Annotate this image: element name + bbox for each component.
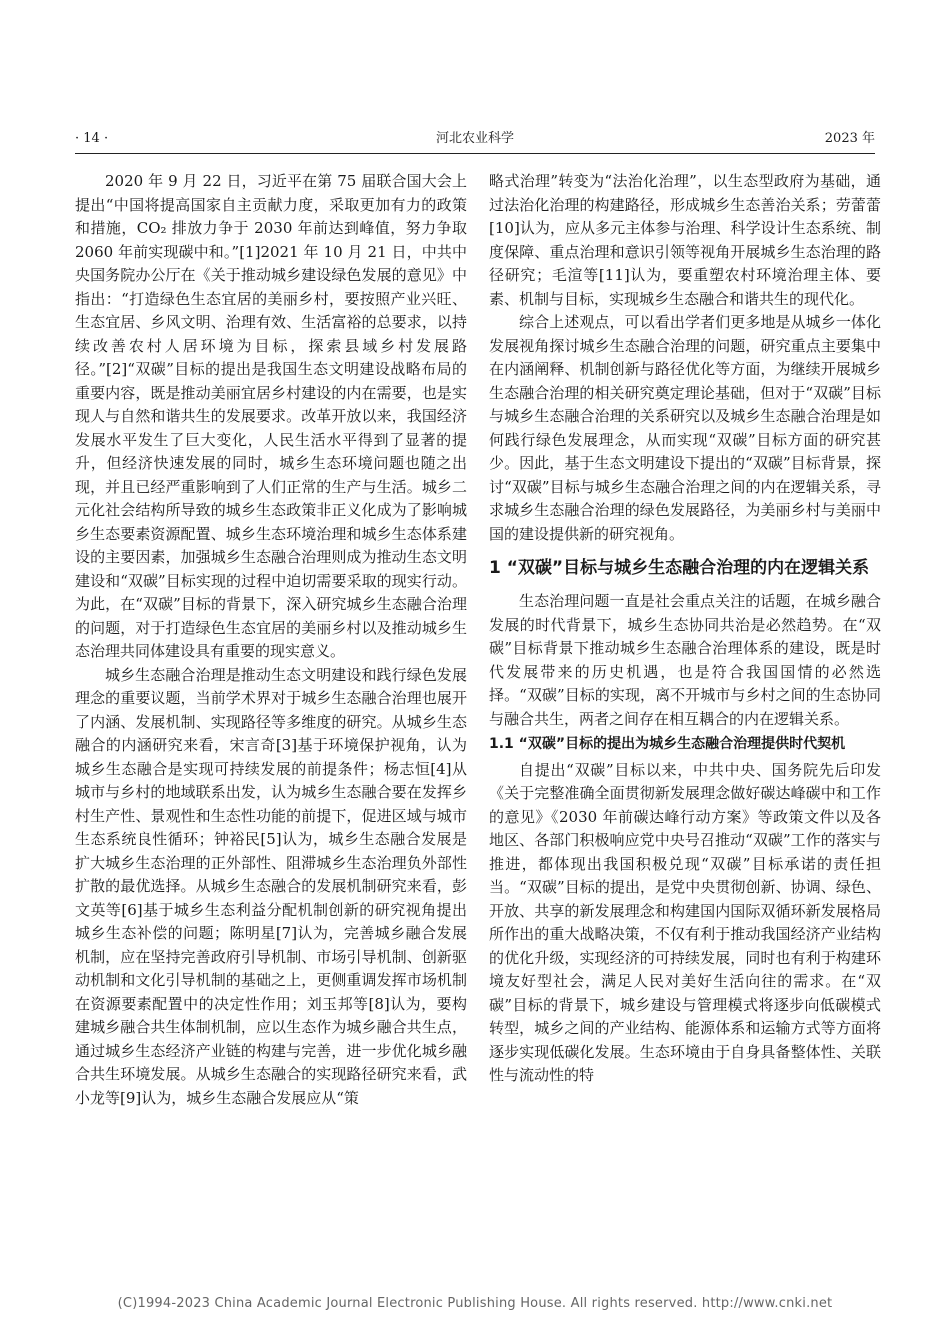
- subsection-1-1-heading: 1.1 “双碳”目标的提出为城乡生态融合治理提供时代契机: [489, 736, 846, 752]
- left-column: [75, 170, 467, 1110]
- intro-paragraph-2-continued: 略式治理”转变为“法治化治理”，以生态型政府为基础，通过法治化治理的构建路径，形成城乡生态善治关系；劳蕾蕾[10]认为，应从多元主体参与治理、科学设计生态系统、制度保障、重点治理和意识引领等视角开展城乡生态治理的路径研究；毛渲等[11]认为，要重塑农村环境治理主体、要素、机制与目标，实现城乡生态融合和谐共生的现代化。: [489, 172, 881, 308]
- section-1-heading: 1 “双碳”目标与城乡生态融合治理的内在逻辑关系: [489, 558, 870, 578]
- page-header: [75, 128, 875, 150]
- intro-paragraph-3: 综合上述观点，可以看出学者们更多地是从城乡一体化发展视角探讨城乡生态融合治理的问题，研究重点主要集中在内涵阐释、机制创新与路径优化等方面，为继续开展城乡生态融合治理的相关研究奠定理论基础，但对于“双碳”目标与城乡生态融合治理的关系研究以及城乡生态融合治理是如何践行绿色发展理念，从而实现“双碳”目标方面的研究甚少。因此，基于生态文明建设下提出的“双碳”目标背景，探讨“双碳”目标与城乡生态融合治理之间的内在逻辑关系，寻求城乡生态融合治理的绿色发展路径，为美丽乡村与美丽中国的建设提供新的研究视角。: [489, 313, 881, 543]
- header-rule: [75, 153, 875, 154]
- intro-paragraph-1: 2020 年 9 月 22 日，习近平在第 75 届联合国大会上提出“中国将提高国家自主贡献力度，采取更加有力的政策和措施，CO₂ 排放力争于 2030 年前达到峰值，努力争取 2060 年前实现碳中和。”[1]2021 年 10 月 21 日，中共中央国务院办公厅在《关于推动城乡建设绿色发展的意见》中指出：“打造绿色生态宜居的美丽乡村，要按照产业兴旺、生态宜居、乡风文明、治理有效、生活富裕的总要求，以持续改善农村人居环境为目标，探索县域乡村发展路径。”[2]“双碳”目标的提出是我国生态文明建设战略布局的重要内容，既是推动美丽宜居乡村建设的内在需要，也是实现人与自然和谐共生的发展要求。改革开放以来，我国经济发展水平发生了巨大变化，人民生活水平得到了显著的提升，但经济快速发展的同时，城乡生态环境问题也随之出现，并且已经严重影响到了人们正常的生产与生活。城乡二元化社会结构所导致的城乡生态政策非正义化成为了影响城乡生态要素资源配置、城乡生态环境治理和城乡生态体系建设的主要因素，加强城乡生态融合治理则成为推动生态文明建设和“双碳”目标实现的过程中迫切需要采取的现实行动。为此，在“双碳”目标的背景下，深入研究城乡生态融合治理的问题，对于打造绿色生态宜居的美丽乡村以及推动城乡生态治理共同体建设具有重要的现实意义。: [75, 172, 467, 660]
- right-column: [489, 170, 881, 1088]
- section-1-paragraph: 生态治理问题一直是社会重点关注的话题，在城乡融合发展的时代背景下，城乡生态协同共治是必然趋势。在“双碳”目标背景下推动城乡生态融合治理体系的建设，既是时代发展带来的历史机遇，也是符合我国国情的必然选择。“双碳”目标的实现，离不开城市与乡村之间的生态协同与融合共生，两者之间存在相互耦合的内在逻辑关系。: [489, 592, 881, 728]
- intro-paragraph-2: 城乡生态融合治理是推动生态文明建设和践行绿色发展理念的重要议题，当前学术界对于城乡生态融合治理也展开了内涵、发展机制、实现路径等多维度的研究。从城乡生态融合的内涵研究来看，宋言奇[3]基于环境保护视角，认为城乡生态融合是实现可持续发展的前提条件；杨志恒[4]从城市与乡村的地域联系出发，认为城乡生态融合要在发挥乡村生产性、景观性和生态性功能的前提下，促进区域与城市生态系统良性循环；钟裕民[5]认为，城乡生态融合发展是扩大城乡生态治理的正外部性、阻滞城乡生态治理负外部性扩散的最优选择。从城乡生态融合的发展机制研究来看，彭文英等[6]基于城乡生态利益分配机制创新的研究视角提出城乡生态补偿的问题；陈明星[7]认为，完善城乡融合发展机制，应在坚持完善政府引导机制、市场引导机制、创新驱动机制和文化引导机制的基础之上，更侧重调发挥市场机制在资源要素配置中的决定性作用；刘玉邦等[8]认为，要构建城乡融合共生体制机制，应以生态作为城乡融合共生点，通过城乡生态经济产业链的构建与完善，进一步优化城乡融合共生环境发展。从城乡生态融合的实现路径研究来看，武小龙等[9]认为，城乡生态融合发展应从“策: [75, 665, 467, 1107]
- page-number: · 14 ·: [75, 131, 109, 146]
- copyright-footer: (C)1994-2023 China Academic Journal Electronic Publishing House. All rights reserved. http://www.cnki.net: [117, 1296, 833, 1311]
- journal-title: 河北农业科学: [435, 131, 514, 146]
- publication-year: 2023 年: [824, 131, 875, 146]
- subsection-1-1-paragraph: 自提出“双碳”目标以来，中共中央、国务院先后印发《关于完整准确全面贯彻新发展理念做好碳达峰碳中和工作的意见》《2030 年前碳达峰行动方案》等政策文件以及各地区、各部门积极响应党中央号召推动“双碳”工作的落实与推进，都体现出我国积极兑现“双碳”目标承诺的责任担当。“双碳”目标的提出，是党中央贯彻创新、协调、绿色、开放、共享的新发展理念和构建国内国际双循环新发展格局所作出的重大战略决策，不仅有利于推动我国经济产业结构的优化升级，实现经济的可持续发展，同时也有利于构建环境友好型社会，满足人民对美好生活向往的需求。在“双碳”目标的背景下，城乡建设与管理模式将逐步向低碳模式转型，城乡之间的产业结构、能源体系和运输方式等方面将逐步实现低碳化发展。生态环境由于自身具备整体性、关联性与流动性的特: [489, 760, 881, 1084]
